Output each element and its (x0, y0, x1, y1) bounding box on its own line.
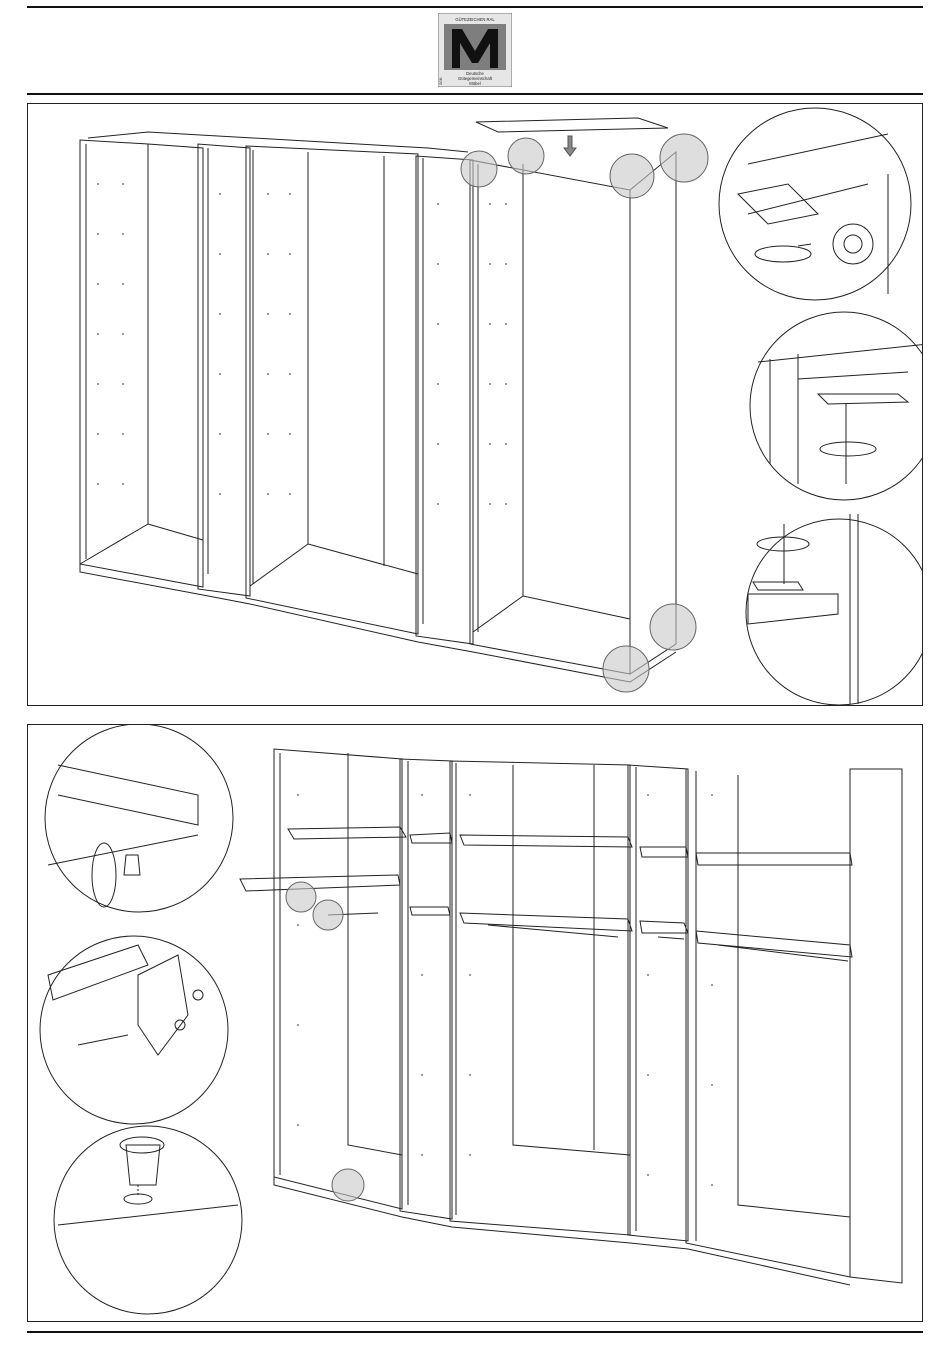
detail-circle-cam-fitting (719, 108, 911, 300)
header-rule (27, 93, 923, 95)
top-rule (27, 6, 923, 8)
detail-circle-rail-bracket (40, 936, 228, 1124)
detail-highlights (461, 134, 708, 692)
top-panel (476, 118, 668, 132)
bottom-rule (27, 1331, 923, 1333)
shelf-pin-holes (297, 794, 713, 1186)
step-2-panel (27, 724, 923, 1322)
detail-circle-leveling-foot (54, 1126, 242, 1314)
shelf-pin-holes (97, 183, 507, 505)
wardrobe-assembly (240, 749, 902, 1285)
down-arrow-icon (564, 136, 576, 156)
logo-line-2: Gütegemeinschaft (458, 76, 492, 81)
quality-seal-logo (438, 13, 512, 87)
step-1-panel (27, 103, 923, 706)
wardrobe-carcass-group (80, 132, 676, 682)
detail-highlights (286, 882, 364, 1201)
detail-circle-connector (750, 312, 922, 500)
detail-circle-fitting (746, 514, 922, 705)
logo-line-3: Möbel (469, 81, 481, 86)
logo-top-text: GÜTEZEICHEN RAL (455, 17, 495, 22)
logo-line-1: Deutsche (466, 71, 484, 76)
detail-circle-shelf-support (45, 725, 233, 912)
logo-side-code: DGM (439, 77, 443, 85)
